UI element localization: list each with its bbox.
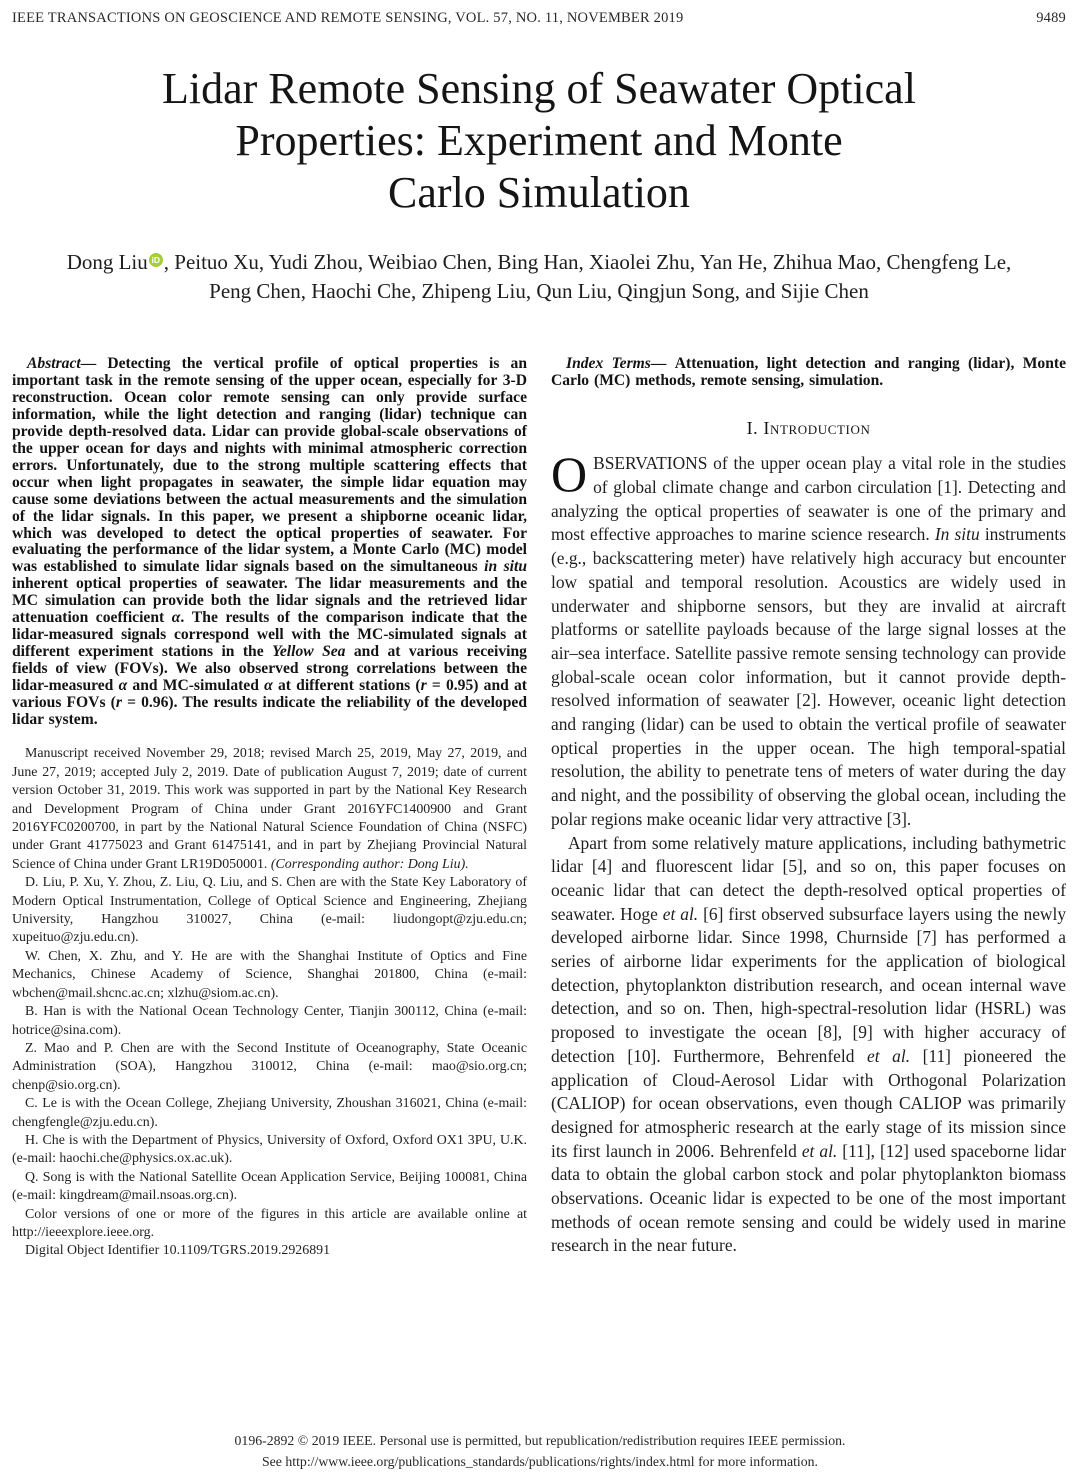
footnote-manuscript-history: Manuscript received November 29, 2018; revised March 25, 2019, May 27, 2019, and June 27, 2019; accepted July 2, 2019. Date of publication August 7, 2019; date of current version October 31, 2019. This work was supported in part by the National Key Research and Development Program of China under Grant 2016YFC1400900 and Grant 2016YFC0200700, in part by the National Natural Science Foundation of China (NSFC) under Grant 41775023 and Grant 61475141, and in part by Zhejiang Provincial Natural Science of China under Grant LR19D050001. (Corresponding author: Dong Liu). bbox=[12, 746, 527, 872]
right-column bbox=[551, 356, 1066, 1260]
paper-title-line-1: Lidar Remote Sensing of Seawater Optical bbox=[162, 64, 916, 113]
copyright-footer bbox=[0, 1430, 1080, 1472]
footnote-affiliation-ocean-college: C. Le is with the Ocean College, Zhejiang University, Zhoushan 316021, China (e-mail: chengfengle@zju.edu.cn). bbox=[12, 1096, 527, 1130]
running-head bbox=[12, 10, 1066, 27]
author-line-1 bbox=[12, 248, 1066, 277]
intro-paragraph-1-text: BSERVATIONS of the upper ocean play a vital role in the studies of global climate change and carbon circulation [1]. Detecting and analyzing the optical properties of seawater is one of the primary and most effective approaches to marine science research. In situ instruments (e.g., backscattering meter) have relatively high accuracy but encounter low spatial and temporal resolution. Acoustics are widely used in underwater and shipborne sensors, but they are invalid at aircraft platforms or satellite payloads because of the large signal losses at the air–sea interface. Satellite passive remote sensing technology can provide global-scale ocean color information, but it cannot provide depth-resolved information of seawater [2]. However, oceanic light detection and ranging (lidar) can be used to obtain the vertical profile of seawater optical properties in the upper ocean. The high temporal-spatial resolution, the ability to penetrate tens of meters of water during the day and night, and the possibility of observing the global ocean, including the polar regions make oceanic lidar very attractive [3]. bbox=[551, 453, 1066, 829]
orcid-icon: iD bbox=[149, 253, 163, 267]
page-number: 9489 bbox=[1036, 10, 1066, 26]
footnote-affiliation-zju: D. Liu, P. Xu, Y. Zhou, Z. Liu, Q. Liu, and S. Chen are with the State Key Laboratory of Modern Optical Instrumentation, College of Optical Science and Engineering, Zhejiang University, Hangzhou 310027, China (e-mail: liudongopt@zju.edu.cn; xupeituo@zju.edu.cn). bbox=[12, 875, 527, 946]
footnote-color-versions: Color versions of one or more of the figures in this article are available online at http://ieeexplore.ieee.org. bbox=[12, 1206, 527, 1240]
index-terms: Index Terms— Attenuation, light detection and ranging (lidar), Monte Carlo (MC) methods, remote sensing, simulation. bbox=[551, 355, 1066, 390]
footnote-affiliation-oxford: H. Che is with the Department of Physics, University of Oxford, Oxford OX1 3PU, U.K. (e-mail: haochi.che@physics.ox.ac.uk). bbox=[12, 1132, 527, 1167]
paper-title-line-3: Carlo Simulation bbox=[388, 168, 690, 217]
footnote-doi: Digital Object Identifier 10.1109/TGRS.2019.2926891 bbox=[25, 1243, 331, 1259]
footnote-affiliation-sio: Z. Mao and P. Chen are with the Second Institute of Oceanography, State Oceanic Administration (SOA), Hangzhou 310012, China (e-mail: mao@sio.org.cn; chenp@sio.org.cn). bbox=[12, 1040, 527, 1093]
intro-paragraph-1 bbox=[551, 446, 1066, 831]
author-list bbox=[12, 248, 1066, 306]
footnote-affiliation-siom: W. Chen, X. Zhu, and Y. He are with the Shanghai Institute of Optics and Fine Mechanics, Chinese Academy of Science, Shanghai 201800, China (e-mail: wbchen@mail.shcnc.ac.cn; xlzhu@siom.ac.cn). bbox=[12, 948, 527, 1001]
journal-title: IEEE TRANSACTIONS ON GEOSCIENCE AND REMOTE SENSING, VOL. 57, NO. 11, NOVEMBER 2019 bbox=[12, 10, 684, 26]
author-line-2: Peng Chen, Haochi Che, Zhipeng Liu, Qun Liu, Qingjun Song, and Sijie Chen bbox=[209, 279, 869, 304]
drop-cap: O bbox=[551, 446, 588, 503]
paper-title bbox=[12, 63, 1066, 219]
footnote-affiliation-notc: B. Han is with the National Ocean Technology Center, Tianjin 300112, China (e-mail: hotrice@sina.com). bbox=[12, 1004, 527, 1038]
paper-title-line-2: Properties: Experiment and Monte bbox=[235, 116, 843, 165]
section-heading-introduction: I. Introduction bbox=[746, 418, 871, 439]
permissions-line: See http://www.ieee.org/publications_standards/publications/rights/index.html for more information. bbox=[262, 1454, 818, 1469]
lead-author: Dong Liu bbox=[66, 250, 148, 275]
footnote-affiliation-nsoas: Q. Song is with the National Satellite Ocean Application Service, Beijing 100081, China (e-mail: kingdream@mail.nsoas.org.cn). bbox=[12, 1169, 527, 1204]
copyright-line: 0196-2892 © 2019 IEEE. Personal use is permitted, but republication/redistribution requires IEEE permission. bbox=[234, 1433, 846, 1448]
author-line-1-rest: , Peituo Xu, Yudi Zhou, Weibiao Chen, Bing Han, Xiaolei Zhu, Yan He, Zhihua Mao, Chengfeng Le, bbox=[163, 250, 1012, 275]
abstract: Abstract— Detecting the vertical profile of optical properties is an important task in the remote sensing of the upper ocean, especially for 3-D reconstruction. Ocean color remote sensing can only provide surface information, while the light detection and ranging (lidar) technique can provide depth-resolved data. Lidar can provide global-scale observations of the upper ocean for days and nights with minimal atmospheric correction errors. Unfortunately, due to the strong multiple scattering effects that occur when light propagates in seawater, the simple lidar equation may cause some deviations between the actual measurements and the simulation of the lidar signals. In this paper, we present a shipborne oceanic lidar, which was developed to detect the optical properties of seawater. For evaluating the performance of the lidar system, a Monte Carlo (MC) model was established to simulate lidar signals based on the simultaneous in situ inherent optical properties of seawater. The lidar measurements and the MC simulation can provide both the lidar signals and the retrieved lidar attenuation coefficient α. The results of the comparison indicate that the lidar-measured signals correspond well with the MC-simulated signals at different experiment stations in the Yellow Sea and at various receiving fields of view (FOVs). We also observed strong correlations between the lidar-measured α and MC-simulated α at different stations (r = 0.95) and at various FOVs (r = 0.96). The results indicate the reliability of the developed lidar system. bbox=[12, 355, 527, 728]
intro-paragraph-2: Apart from some relatively mature applications, including bathymetric lidar [4] and fluorescent lidar [5], and so on, this paper focuses on oceanic lidar that can detect the depth-resolved optical properties of seawater. Hoge et al. [6] first observed subsurface layers using the newly developed airborne lidar. Since 1998, Churnside [7] has performed a series of airborne lidar experiments for the application of biological detection, phytoplankton distribution research, and ocean internal wave detection, and so on. Then, high-spectral-resolution lidar (HSRL) was proposed to investigate the ocean [8], [9] with higher accuracy of detection [10]. Furthermore, Behrenfeld et al. [11] pioneered the application of Cloud-Aerosol Lidar with Orthogonal Polarization (CALIOP) for ocean observations, even though CALIOP was primarily designed for atmospheric research at the early stage of its mission since its first launch in 2006. Behrenfeld et al. [11], [12] used spaceborne lidar data to obtain the global carbon stock and polar phytoplankton biomass observations. Oceanic lidar is expected to be one of the most important methods of ocean remote sensing and could be widely used in marine research in the near future. bbox=[551, 832, 1067, 1256]
first-page-footnotes bbox=[12, 745, 527, 1260]
two-column-body bbox=[12, 356, 1066, 1260]
left-column bbox=[12, 356, 527, 1260]
